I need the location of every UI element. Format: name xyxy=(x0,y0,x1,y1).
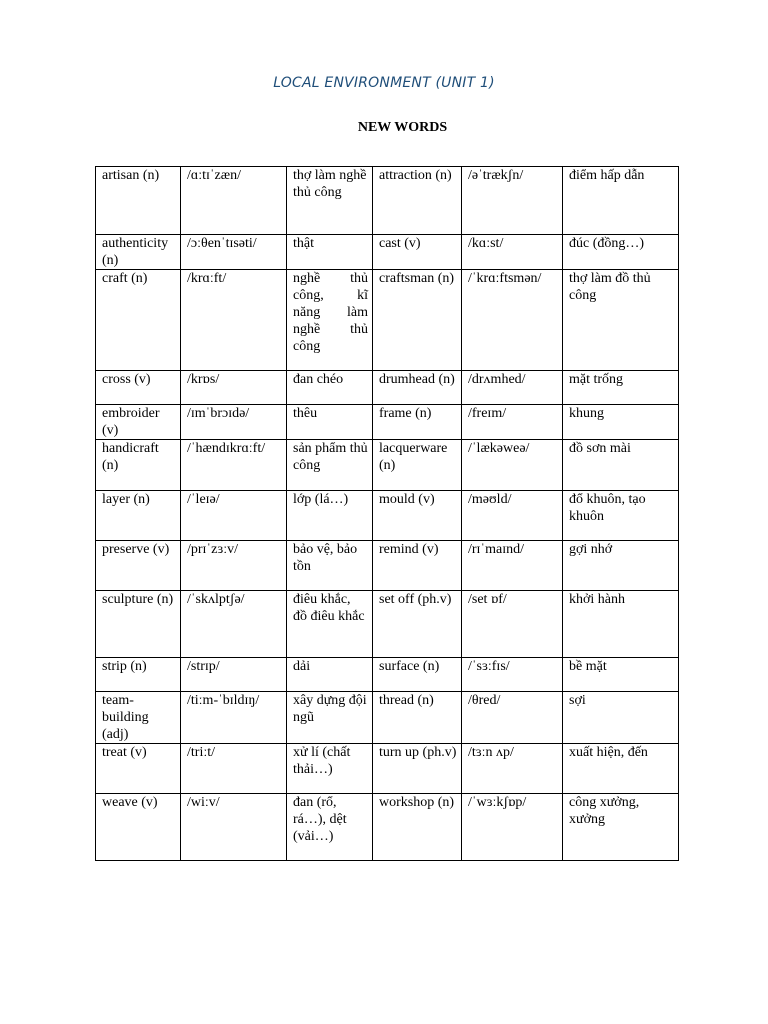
ipa-cell: /strɪp/ xyxy=(181,658,287,692)
word-cell: lacquerware (n) xyxy=(373,440,462,491)
word-cell: thread (n) xyxy=(373,692,462,744)
table-row xyxy=(96,692,679,744)
meaning-cell: dải xyxy=(287,658,373,692)
word-cell: preserve (v) xyxy=(96,541,181,591)
word-cell: drumhead (n) xyxy=(373,371,462,405)
meaning-cell: điểm hấp dẫn xyxy=(563,167,679,235)
meaning-cell: gợi nhớ xyxy=(563,541,679,591)
meaning-cell: thợ làm nghề thủ công xyxy=(287,167,373,235)
ipa-cell: /tɜːn ʌp/ xyxy=(462,744,563,794)
ipa-cell: /triːt/ xyxy=(181,744,287,794)
ipa-cell: /freɪm/ xyxy=(462,405,563,440)
word-cell: workshop (n) xyxy=(373,794,462,861)
meaning-cell: sợi xyxy=(563,692,679,744)
table-row xyxy=(96,235,679,270)
ipa-cell: /ɪmˈbrɔɪdə/ xyxy=(181,405,287,440)
ipa-cell: /əˈtrækʃn/ xyxy=(462,167,563,235)
word-cell: craft (n) xyxy=(96,270,181,371)
vocabulary-table xyxy=(95,166,679,861)
ipa-cell: /məʊld/ xyxy=(462,491,563,541)
table-row xyxy=(96,371,679,405)
word-cell: embroider (v) xyxy=(96,405,181,440)
table-row xyxy=(96,794,679,861)
meaning-cell: đúc (đồng…) xyxy=(563,235,679,270)
page-title: LOCAL ENVIRONMENT (UNIT 1) xyxy=(273,75,495,91)
meaning-cell: đổ khuôn, tạo khuôn xyxy=(563,491,679,541)
table-row xyxy=(96,167,679,235)
meaning-cell: sản phẩm thủ công xyxy=(287,440,373,491)
meaning-cell: mặt trống xyxy=(563,371,679,405)
word-cell: sculpture (n) xyxy=(96,591,181,658)
meaning-cell: công xưởng, xưởng xyxy=(563,794,679,861)
word-cell: layer (n) xyxy=(96,491,181,541)
table-row xyxy=(96,405,679,440)
ipa-cell: /ˈhændɪkrɑːft/ xyxy=(181,440,287,491)
ipa-cell: /ˈskʌlptʃə/ xyxy=(181,591,287,658)
word-cell: remind (v) xyxy=(373,541,462,591)
table-row xyxy=(96,270,679,371)
meaning-cell: thợ làm đồ thủ công xyxy=(563,270,679,371)
ipa-cell: /rɪˈmaɪnd/ xyxy=(462,541,563,591)
table-row xyxy=(96,658,679,692)
meaning-cell: đan (rổ, rá…), dệt (vải…) xyxy=(287,794,373,861)
table-row xyxy=(96,541,679,591)
meaning-cell: lớp (lá…) xyxy=(287,491,373,541)
word-cell: frame (n) xyxy=(373,405,462,440)
word-cell: craftsman (n) xyxy=(373,270,462,371)
word-cell: artisan (n) xyxy=(96,167,181,235)
ipa-cell: /ˈkrɑːftsmən/ xyxy=(462,270,563,371)
ipa-cell: /ɔːθenˈtɪsəti/ xyxy=(181,235,287,270)
table-row xyxy=(96,744,679,794)
ipa-cell: /wiːv/ xyxy=(181,794,287,861)
ipa-cell: /θred/ xyxy=(462,692,563,744)
ipa-cell: /ˈlækəweə/ xyxy=(462,440,563,491)
meaning-cell: thật xyxy=(287,235,373,270)
ipa-cell: /krɑːft/ xyxy=(181,270,287,371)
ipa-cell: /ˈleɪə/ xyxy=(181,491,287,541)
word-cell: authenticity (n) xyxy=(96,235,181,270)
meaning-cell: bảo vệ, bảo tồn xyxy=(287,541,373,591)
word-cell: surface (n) xyxy=(373,658,462,692)
meaning-cell: nghề thủ công, kĩ năng làm nghề thủ công xyxy=(287,270,373,371)
ipa-cell: /set ɒf/ xyxy=(462,591,563,658)
word-cell: handicraft (n) xyxy=(96,440,181,491)
ipa-cell: /tiːm-ˈbɪldɪŋ/ xyxy=(181,692,287,744)
ipa-cell: /ˈwɜːkʃɒp/ xyxy=(462,794,563,861)
word-cell: turn up (ph.v) xyxy=(373,744,462,794)
meaning-cell: đồ sơn mài xyxy=(563,440,679,491)
meaning-cell: khởi hành xyxy=(563,591,679,658)
table-row xyxy=(96,440,679,491)
meaning-cell: thêu xyxy=(287,405,373,440)
word-cell: cross (v) xyxy=(96,371,181,405)
word-cell: treat (v) xyxy=(96,744,181,794)
section-heading: NEW WORDS xyxy=(357,120,448,135)
word-cell: weave (v) xyxy=(96,794,181,861)
meaning-cell: đan chéo xyxy=(287,371,373,405)
ipa-cell: /krɒs/ xyxy=(181,371,287,405)
word-cell: attraction (n) xyxy=(373,167,462,235)
ipa-cell: /kɑːst/ xyxy=(462,235,563,270)
ipa-cell: /ˈsɜːfɪs/ xyxy=(462,658,563,692)
meaning-cell: xuất hiện, đến xyxy=(563,744,679,794)
ipa-cell: /drʌmhed/ xyxy=(462,371,563,405)
meaning-cell: điêu khắc, đồ điêu khắc xyxy=(287,591,373,658)
table-row xyxy=(96,491,679,541)
word-cell: strip (n) xyxy=(96,658,181,692)
ipa-cell: /ɑːtɪˈzæn/ xyxy=(181,167,287,235)
meaning-cell: xây dựng đội ngũ xyxy=(287,692,373,744)
meaning-cell: bề mặt xyxy=(563,658,679,692)
meaning-cell: xử lí (chất thải…) xyxy=(287,744,373,794)
word-cell: team-building (adj) xyxy=(96,692,181,744)
ipa-cell: /prɪˈzɜːv/ xyxy=(181,541,287,591)
meaning-cell: khung xyxy=(563,405,679,440)
word-cell: mould (v) xyxy=(373,491,462,541)
word-cell: set off (ph.v) xyxy=(373,591,462,658)
word-cell: cast (v) xyxy=(373,235,462,270)
table-row xyxy=(96,591,679,658)
